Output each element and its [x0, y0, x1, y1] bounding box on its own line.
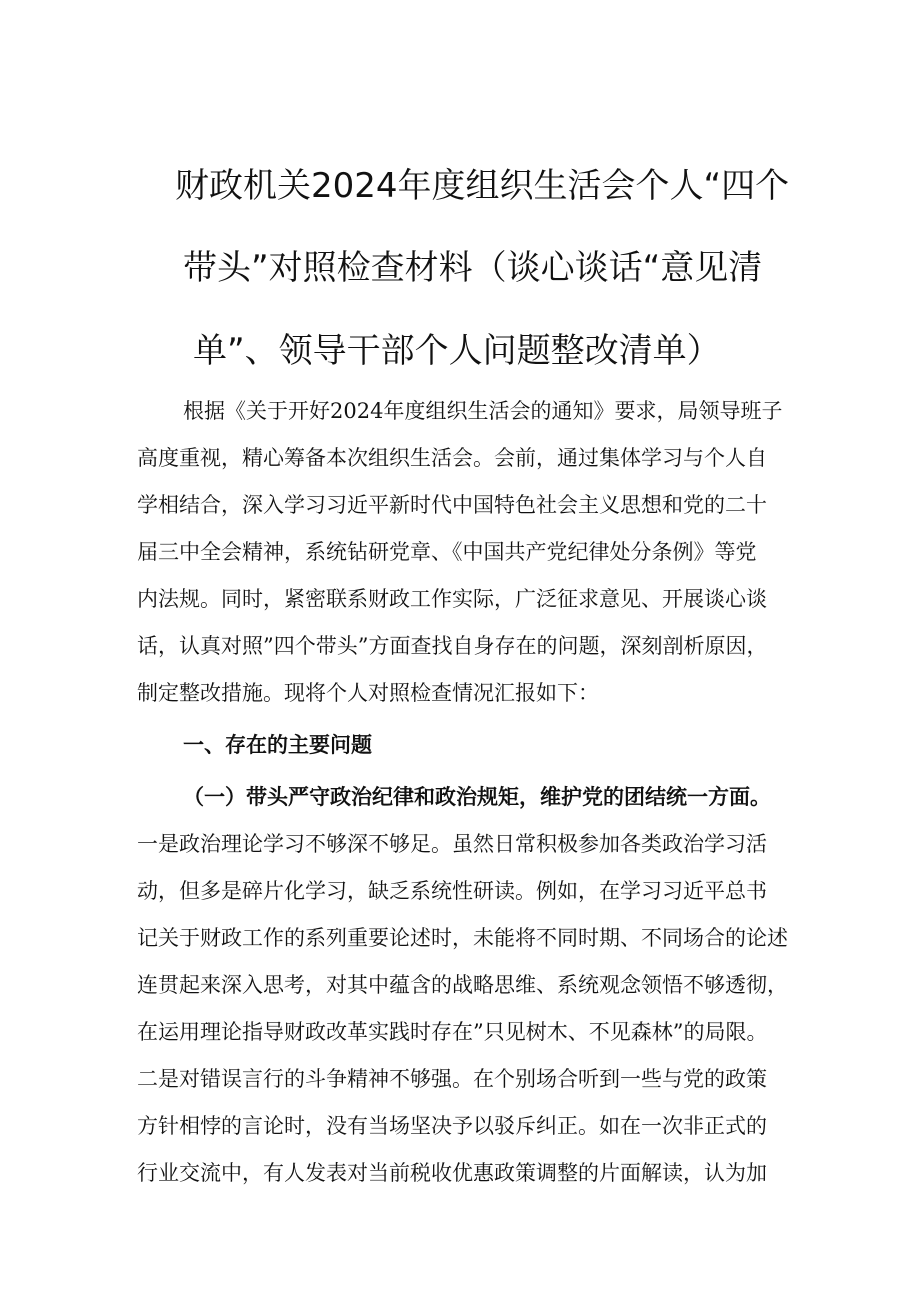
body-text-line: 方针相悖的言论时，没有当场坚决予以驳斥纠正。如在一次非正式的	[137, 1114, 767, 1138]
section-heading: 一、存在的主要问题	[183, 733, 372, 757]
document-title-line-3: 单”、领导干部个人问题整改清单）	[193, 331, 721, 371]
intro-paragraph-line: 话，认真对照”四个带头”方面查找自身存在的问题，深刻剖析原因，	[137, 634, 768, 658]
intro-paragraph-line: 学相结合，深入学习习近平新时代中国特色社会主义思想和党的二十	[137, 493, 767, 517]
intro-paragraph-line: 制定整改措施。现将个人对照检查情况汇报如下：	[137, 681, 599, 705]
intro-paragraph-line: 高度重视，精心筹备本次组织生活会。会前，通过集体学习与个人自	[137, 446, 767, 470]
body-text-line: 在运用理论指导财政改革实践时存在”只见树木、不见森林”的局限。	[137, 1020, 768, 1044]
body-text-line: 二是对错误言行的斗争精神不够强。在个别场合听到一些与党的政策	[137, 1067, 767, 1091]
subsection-heading: （一）带头严守政治纪律和政治规矩，维护党的团结统一方面。	[183, 785, 771, 809]
body-text-line: 连贯起来深入思考，对其中蕴含的战略思维、系统观念领悟不够透彻，	[137, 973, 788, 997]
intro-paragraph-line: 届三中全会精神，系统钻研党章、《中国共产党纪律处分条例》等党	[137, 540, 757, 564]
body-text-line: 动，但多是碎片化学习，缺乏系统性研读。例如，在学习习近平总书	[137, 879, 767, 903]
document-title-line-2: 带头”对照检查材料（谈心谈话“意见清	[183, 248, 763, 288]
intro-paragraph-line: 根据《关于开好2024年度组织生活会的通知》要求，局领导班子	[183, 399, 783, 423]
intro-paragraph-line: 内法规。同时，紧密联系财政工作实际，广泛征求意见、开展谈心谈	[137, 587, 767, 611]
document-title-line-1: 财政机关2024年度组织生活会个人“四个	[175, 166, 790, 206]
body-text-line: 记关于财政工作的系列重要论述时，未能将不同时期、不同场合的论述	[137, 926, 788, 950]
body-text-line: 一是政治理论学习不够深不够足。虽然日常积极参加各类政治学习活	[137, 832, 767, 856]
body-text-line: 行业交流中，有人发表对当前税收优惠政策调整的片面解读，认为加	[137, 1161, 767, 1185]
